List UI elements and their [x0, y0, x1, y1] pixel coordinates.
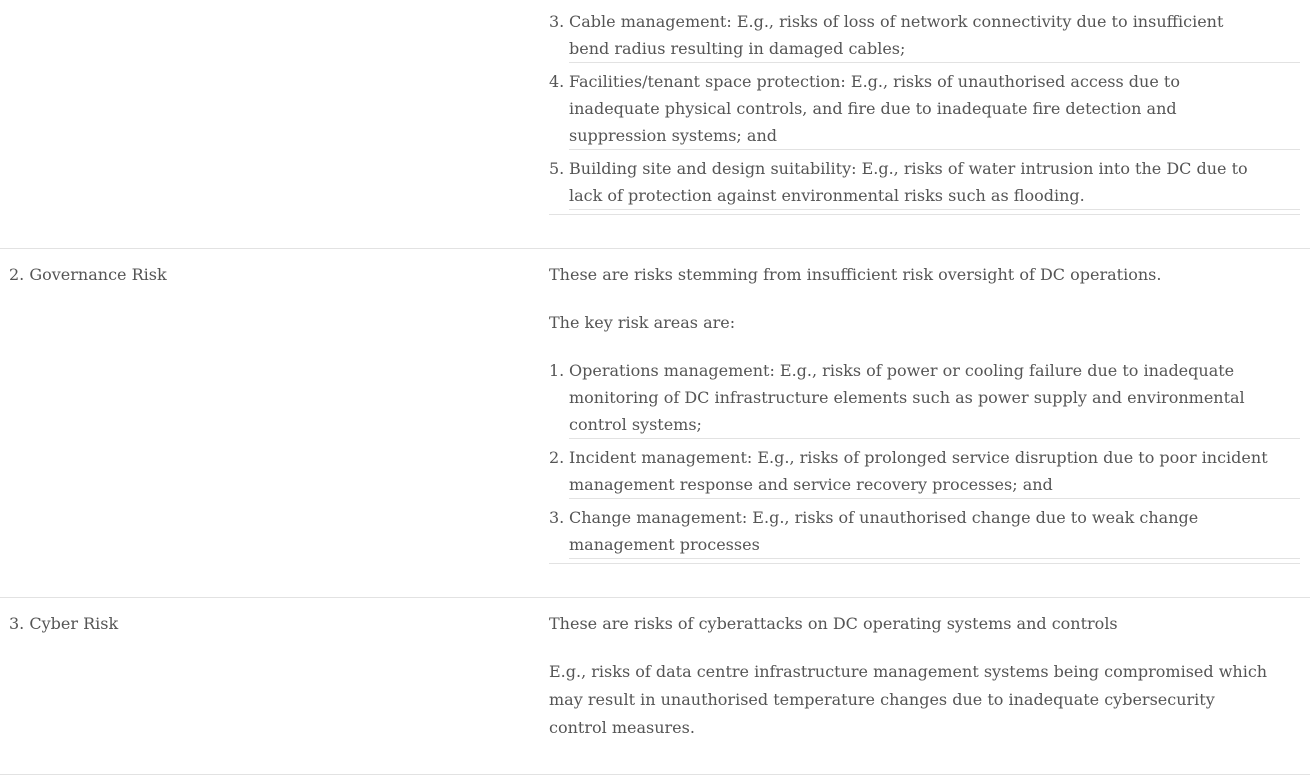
risk-description: These are risks stemming from insufficient risk oversight of DC operations. [549, 265, 1162, 284]
list-item-line: lack of protection against environmental risks such as flooding. [569, 186, 1085, 205]
list-number: 3. [549, 508, 565, 527]
list-item-line: management processes [569, 535, 760, 554]
list-end-divider [549, 214, 1300, 215]
example-line: E.g., risks of data centre infrastructure management systems being compromised which [549, 662, 1268, 681]
example-line: may result in unauthorised temperature changes due to inadequate cybersecurity [549, 690, 1215, 709]
row-divider [0, 248, 1310, 249]
item-divider [569, 558, 1300, 559]
list-item-line: Facilities/tenant space protection: E.g., risks of unauthorised access due to [569, 72, 1180, 91]
list-item-line: bend radius resulting in damaged cables; [569, 39, 906, 58]
risk-category-label: 3. Cyber Risk [9, 614, 119, 633]
item-divider [569, 438, 1300, 439]
list-item-line: control systems; [569, 415, 702, 434]
list-number: 2. [549, 448, 565, 467]
list-item-line: management response and service recovery processes; and [569, 475, 1053, 494]
list-end-divider [549, 563, 1300, 564]
list-number: 3. [549, 12, 565, 31]
list-item-line: Change management: E.g., risks of unauthorised change due to weak change [569, 508, 1199, 527]
item-divider [569, 62, 1300, 63]
key-risk-areas-heading: The key risk areas are: [549, 313, 736, 332]
list-item-line: Operations management: E.g., risks of power or cooling failure due to inadequate [569, 361, 1235, 380]
risk-description: These are risks of cyberattacks on DC operating systems and controls [549, 614, 1118, 633]
risk-category-label: 2. Governance Risk [9, 265, 167, 284]
list-item-line: Building site and design suitability: E.g., risks of water intrusion into the DC due to [569, 159, 1248, 178]
example-line: control measures. [549, 718, 695, 737]
list-item-line: suppression systems; and [569, 126, 777, 145]
list-item-line: Incident management: E.g., risks of prolonged service disruption due to poor incident [569, 448, 1268, 467]
list-number: 4. [549, 72, 565, 91]
item-divider [569, 498, 1300, 499]
row-divider [0, 774, 1310, 775]
list-item-line: inadequate physical controls, and fire due to inadequate fire detection and [569, 99, 1177, 118]
list-item-line: monitoring of DC infrastructure elements such as power supply and environmental [569, 388, 1245, 407]
list-number: 5. [549, 159, 565, 178]
item-divider [569, 149, 1300, 150]
list-item-line: Cable management: E.g., risks of loss of network connectivity due to insufficient [569, 12, 1224, 31]
row-divider [0, 597, 1310, 598]
list-number: 1. [549, 361, 565, 380]
item-divider [569, 209, 1300, 210]
